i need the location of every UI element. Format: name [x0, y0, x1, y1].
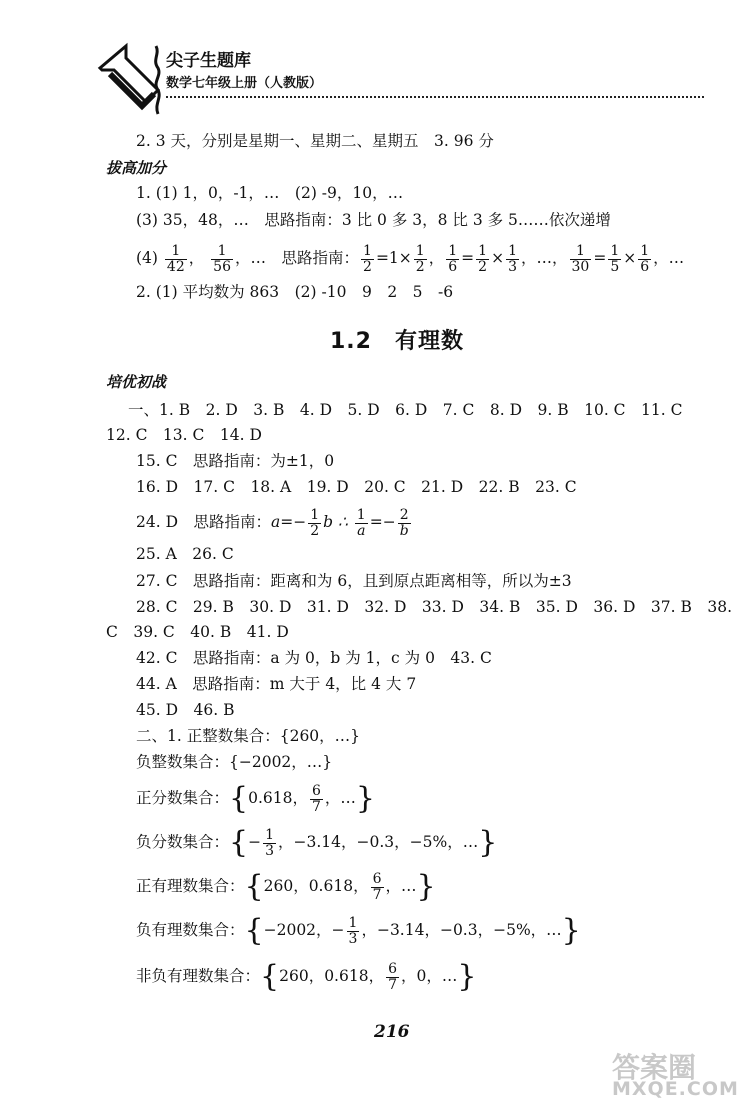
fraction: $\frac{1}{56}$: [213, 242, 231, 275]
fraction: $\frac{1}{2}$: [478, 242, 488, 275]
fraction: $\frac{1}{5}$: [610, 242, 620, 275]
answer-line: 25. A 26. C: [136, 545, 234, 563]
answer-line: 1. (1) 1，0，-1，… (2) -9，10，…: [136, 184, 404, 202]
set-line: 非负有理数集合：{260，0.618， $\frac{6}{7}$ ，0，…}: [136, 959, 477, 994]
answer-line: 2. 3 天，分别是星期一、星期二、星期五 3. 96 分: [136, 132, 494, 150]
section-label-practice: 培优初战: [106, 373, 167, 391]
set-line: 负整数集合：{−2002，…}: [136, 753, 333, 771]
fraction: $\frac{1}{6}$: [448, 242, 458, 275]
set-line: 正分数集合：{0.618， $\frac{6}{7}$ ，…}: [136, 781, 376, 816]
watermark-logo: 答案圈: [612, 1051, 697, 1084]
fraction: $\frac{1}{3}$: [348, 914, 358, 947]
set-line: 负分数集合：{− $\frac{1}{3}$ ，−3.14，−0.3，−5%，…}: [136, 825, 498, 860]
fraction: $\frac{6}{7}$: [388, 960, 397, 993]
answer-line: 42. C 思路指南：a 为 0，b 为 1，c 为 0 43. C: [136, 649, 492, 667]
fraction: $\frac{1}{30}$: [571, 242, 590, 275]
set-line: 二、1. 正整数集合：{260，…}: [136, 727, 361, 745]
answer-line: 45. D 46. B: [136, 701, 235, 719]
answer-line: 12. C 13. C 14. D: [106, 426, 262, 444]
header-dotted-rule: [166, 96, 704, 98]
fraction: $\frac{1}{2}$: [310, 506, 320, 539]
page-number: 216: [374, 1022, 410, 1042]
answer-line: 15. C 思路指南：为±1，0: [136, 452, 335, 470]
fraction: $\frac{1}{a}$: [356, 506, 366, 539]
section-title: 1.2 有理数: [330, 329, 464, 354]
fraction: $\frac{1}{2}$: [363, 242, 372, 275]
set-line: 负有理数集合：{−2002，− $\frac{1}{3}$ ，−3.14，−0.3，−5%，…}: [136, 913, 581, 948]
answer-line: 27. C 思路指南：距离和为 6，且到原点距离相等，所以为±3: [136, 572, 572, 590]
answer-line: C 39. C 40. B 41. D: [106, 623, 289, 641]
header-subtitle: 数学七年级上册（人教版）: [166, 76, 323, 91]
section-label-bonus: 拔高加分: [106, 159, 167, 177]
answer-line: 28. C 29. B 30. D 31. D 32. D 33. D 34. B 35. D 36. D 37. B 38.: [136, 598, 733, 616]
answer-line: (3) 35，48，… 思路指南：3 比 0 多 3，8 比 3 多 5……依次递增: [136, 211, 611, 229]
header-title: 尖子生题库: [166, 51, 251, 71]
fraction: $\frac{1}{2}$: [415, 242, 425, 275]
fraction: $\frac{1}{3}$: [508, 242, 517, 275]
fraction: $\frac{1}{3}$: [265, 826, 275, 859]
set-line: 正有理数集合：{260，0.618， $\frac{6}{7}$ ，…}: [136, 869, 436, 904]
fraction: $\frac{6}{7}$: [372, 870, 382, 903]
answer-line: 44. A 思路指南：m 大于 4，比 4 大 7: [136, 675, 417, 693]
answer-line-fractions: 24. D 思路指南：a=− $\frac{1}{2}$ b ∴ $\frac{1}{a}$ =− $\frac{2}{b}$: [136, 506, 409, 539]
fraction: $\frac{1}{42}$: [166, 242, 185, 275]
answer-line: 一、1. B 2. D 3. B 4. D 5. D 6. D 7. C 8. D 9. B 10. C 11. C: [128, 401, 683, 419]
fraction: $\frac{1}{6}$: [640, 242, 650, 275]
watermark-url: MXQE.COM: [612, 1078, 739, 1100]
answer-line: 16. D 17. C 18. A 19. D 20. C 21. D 22. B 23. C: [136, 478, 577, 496]
fraction: $\frac{6}{7}$: [311, 782, 321, 815]
header-arrow-logo: [96, 42, 166, 124]
fraction: $\frac{2}{b}$: [399, 506, 409, 539]
answer-line-fractions: (4) $\frac{1}{42}$ ， $\frac{1}{56}$ ，… 思路指南： $\frac{1}{2}$ =1× $\frac{1}{2}$ ， $\frac{1}{6}$ = $\frac{1}{2}$ × $\frac{1}{3}$ ，…， $\frac{1}{30}$ = $\frac{1}{5}$ × $\frac{1}{6}$ ，…: [136, 242, 685, 275]
answer-line: 2. (1) 平均数为 863 (2) -10 9 2 5 -6: [136, 283, 454, 301]
